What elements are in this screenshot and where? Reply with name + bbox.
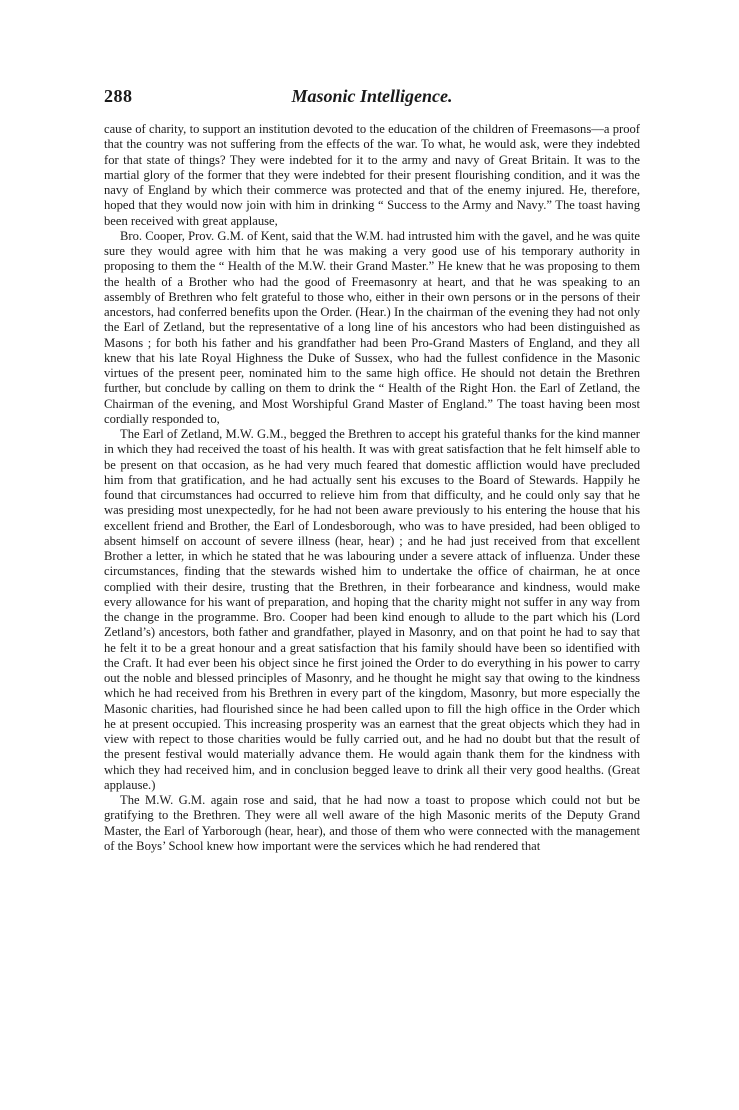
running-head xyxy=(104,86,640,114)
page-number: 288 xyxy=(104,86,133,106)
running-title: Masonic Intelligence. xyxy=(291,86,453,106)
body-text xyxy=(104,122,640,854)
paragraph-bro-cooper: Bro. Cooper, Prov. G.M. of Kent, said that the W.M. had intrusted him with the gavel, and he was quite sure they would agree with him that he was making a very good use of his temporary authority in proposing to them the “ Health of the M.W. their Grand Master.” He knew that he was proposing to them the health of a Brother who had the good of Freemasonry at heart, and that he was speaking to an assembly of Brethren who felt grateful to those who, either in their own persons or in the persons of their ancestors, had conferred benefits upon the Order. (Hear.) In the chairman of the evening they had not only the Earl of Zetland, but the representative of a long line of his ancestors who had been distinguished as Masons ; for both his father and his grandfather had been Pro-Grand Masters of England, and they all knew that his late Royal Highness the Duke of Sussex, who had the fullest confidence in the Masonic virtues of the present peer, nominated him to the same high office. He should not detain the Brethren further, but conclude by calling on them to drink the “ Health of the Right Hon. the Earl of Zetland, the Chairman of the evening, and Most Worshipful Grand Master of England.” The toast having been most cordially responded to, xyxy=(104,228,640,426)
paragraph-earl-of-zetland: The Earl of Zetland, M.W. G.M., begged the Brethren to accept his grateful thanks for the kind manner in which they had received the toast of his health. It was with great satisfaction that he felt himself able to be present on that occasion, as he had very much feared that domestic affliction would have precluded him from that gratification, and he had actually sent his excuses to the Board of Stewards. Happily he found that circumstances had occurred to relieve him from that difficulty, and he could only say that he was presiding most unexpectedly, for he had not been aware previously to his entering the house that his excellent friend and Brother, the Earl of Londesborough, who was to have presided, had been obliged to absent himself on account of severe illness (hear, hear) ; and he had just received from that excellent Brother a letter, in which he stated that he was labouring under a severe attack of influenza. Under these circumstances, finding that the stewards wished him to undertake the office of chairman, he at once complied with their desire, trusting that the Brethren, in their forbearance and kindness, would make every allowance for his want of preparation, and hoping that the charity might not suffer in any way from the change in the programme. Bro. Cooper had been kind enough to allude to the part which his (Lord Zetland’s) ancestors, both father and grandfather, played in Masonry, and on that point he had to say that he felt it to be a great honour and a great satisfaction that his family should have been so identified with the Craft. It had ever been his object since he first joined the Order to do everything in his power to carry out the noble and blessed principles of Masonry, and he thought he might say that owing to the kindness which he had received from his Brethren in every part of the kingdom, Masonry, but more especially the Masonic charities, had flourished since he had been called upon to fill the high office in the Order which he at present occupied. This increasing prosperity was an earnest that the great objects which they had in view with repect to those charities would be fully carried out, and he had no doubt but that the result of the present festival would materially advance them. He would again thank them for the kindness with which they had received him, and in conclusion begged leave to drink all their very good healths. (Great applause.) xyxy=(104,427,640,792)
paragraph-mwgm-toast: The M.W. G.M. again rose and said, that he had now a toast to propose which could not but be gratifying to the Brethren. They were all well aware of the high Masonic merits of the Deputy Grand Master, the Earl of Yarborough (hear, hear), and those of them who were connected with the management of the Boys’ School knew how important were the services which he had rendered that xyxy=(104,793,640,853)
page xyxy=(104,86,640,854)
paragraph-continued: cause of charity, to support an institution devoted to the education of the children of Freemasons—a proof that the country was not suffering from the effects of the war. To what, he would ask, were they indebted for that state of things? They were indebted for it to the army and navy of Great Britain. It was to the martial glory of the former that they were indebted for their present flourishing condition, and it was the navy of England by which their commerce was protected and that of the enemy injured. He, therefore, hoped that they would now join with him in drinking “ Success to the Army and Navy.” The toast having been received with great applause, xyxy=(104,122,640,228)
